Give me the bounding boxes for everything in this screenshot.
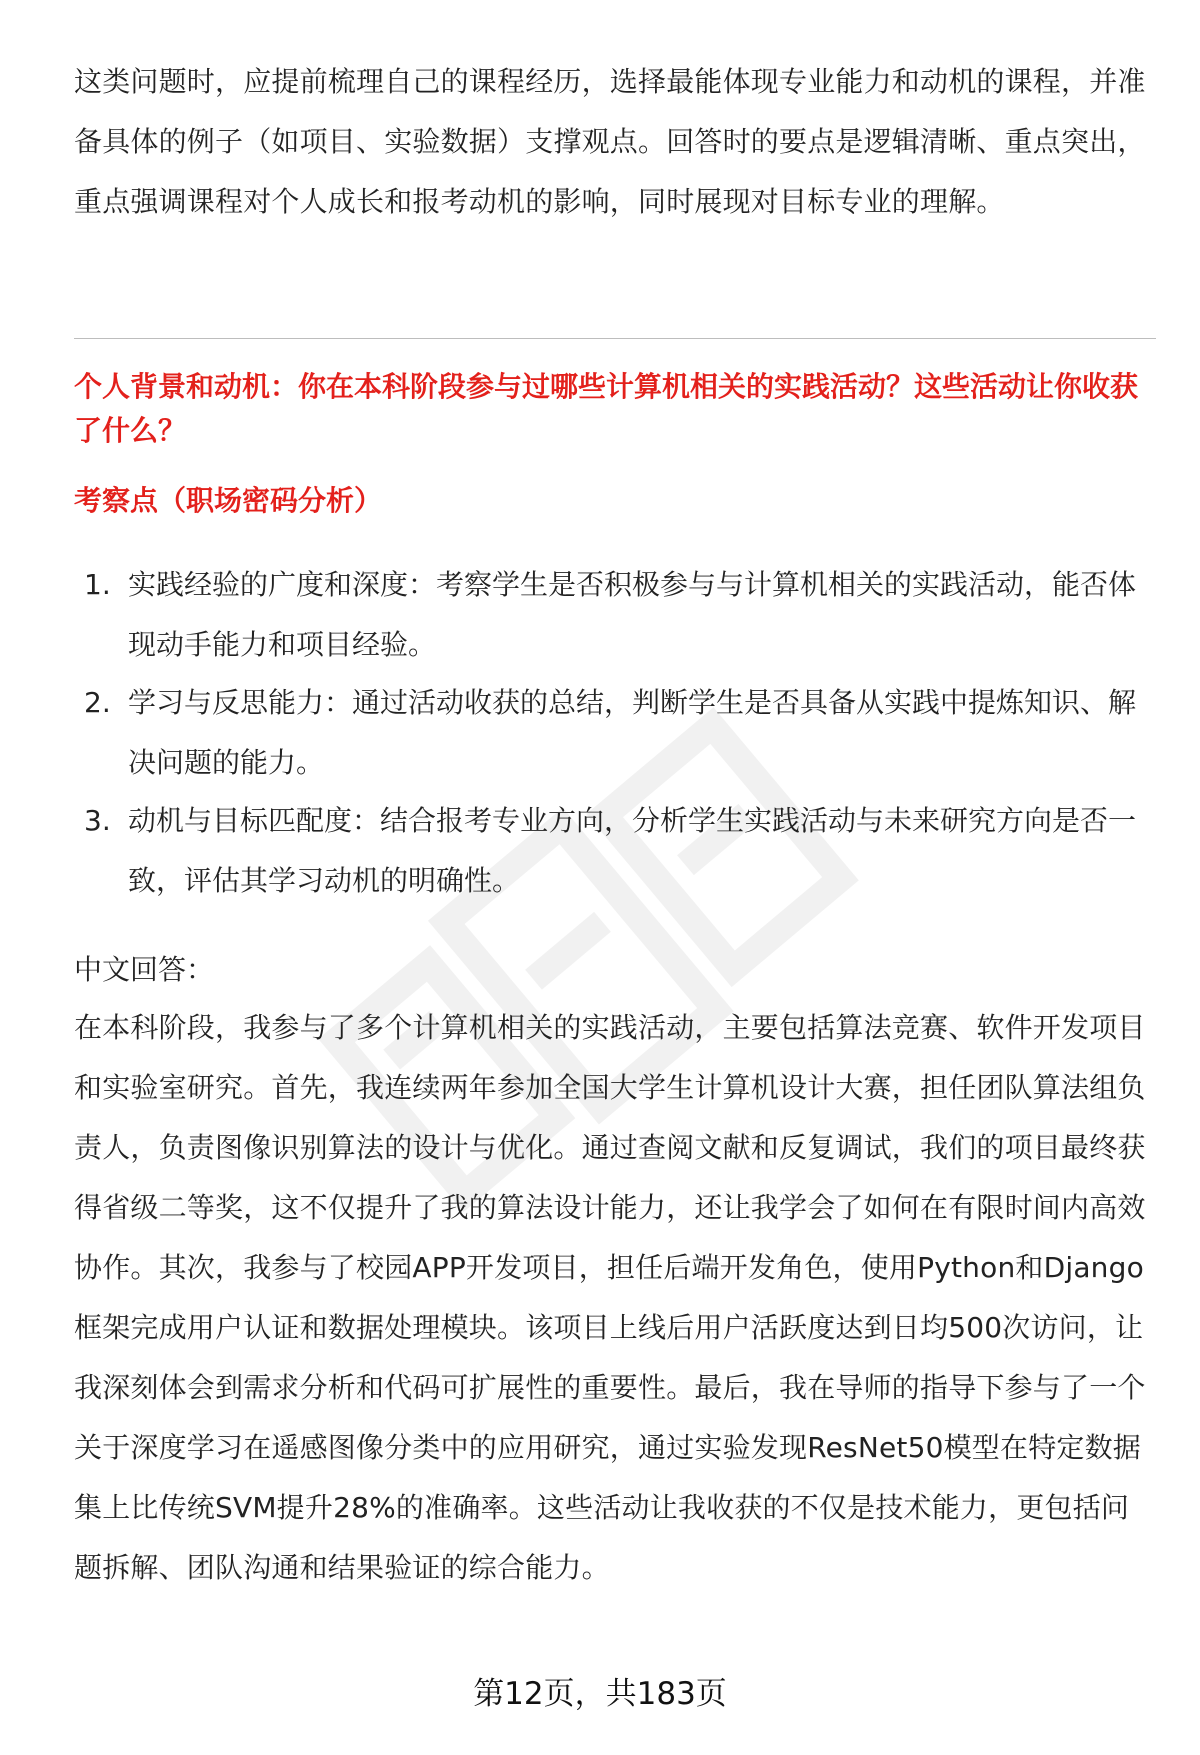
point-text: 动机与目标匹配度：结合报考专业方向，分析学生实践活动与未来研究方向是否一致，评估其学习动机的明确性。: [128, 804, 1137, 897]
intro-paragraph: 这类问题时，应提前梳理自己的课程经历，选择最能体现专业能力和动机的课程，并准备具体的例子（如项目、实验数据）支撑观点。回答时的要点是逻辑清晰、重点突出，重点强调课程对个人成长和报考动机的影响，同时展现对目标专业的理解。: [74, 65, 1146, 218]
answer-paragraph: 在本科阶段，我参与了多个计算机相关的实践活动，主要包括算法竞赛、软件开发项目和实验室研究。首先，我连续两年参加全国大学生计算机设计大赛，担任团队算法组负责人，负责图像识别算法的设计与优化。通过查阅文献和反复调试，我们的项目最终获得省级二等奖，这不仅提升了我的算法设计能力，还让我学会了如何在有限时间内高效协作。其次，我参与了校园APP开发项目，担任后端开发角色，使用Python和Django框架完成用户认证和数据处理模块。该项目上线后用户活跃度达到日均500次访问，让我深刻体会到需求分析和代码可扩展性的重要性。最后，我在导师的指导下参与了一个关于深度学习在遥感图像分类中的应用研究，通过实验发现ResNet50模型在特定数据集上比传统SVM提升28%的准确率。这些活动让我收获的不仅是技术能力，更包括问题拆解、团队沟通和结果验证的综合能力。: [74, 1011, 1146, 1584]
point-number: 2.: [84, 686, 111, 719]
assessment-heading: 考察点（职场密码分析）: [74, 484, 383, 517]
point-text: 学习与反思能力：通过活动收获的总结，判断学生是否具备从实践中提炼知识、解决问题的能力。: [128, 686, 1137, 779]
assessment-point: [74, 555, 1156, 675]
page-number-footer: 第12页，共183页: [473, 1676, 727, 1712]
assessment-point: [74, 673, 1156, 793]
point-number: 3.: [84, 804, 111, 837]
answer-label: 中文回答：: [74, 953, 215, 986]
question-heading: 个人背景和动机：你在本科阶段参与过哪些计算机相关的实践活动？这些活动让你收获了什么？: [74, 370, 1139, 447]
point-text: 实践经验的广度和深度：考察学生是否积极参与与计算机相关的实践活动，能否体现动手能力和项目经验。: [128, 568, 1137, 661]
section-divider: [74, 338, 1156, 339]
point-number: 1.: [84, 568, 111, 601]
assessment-point-list: [74, 555, 1156, 911]
assessment-point: [74, 791, 1156, 911]
